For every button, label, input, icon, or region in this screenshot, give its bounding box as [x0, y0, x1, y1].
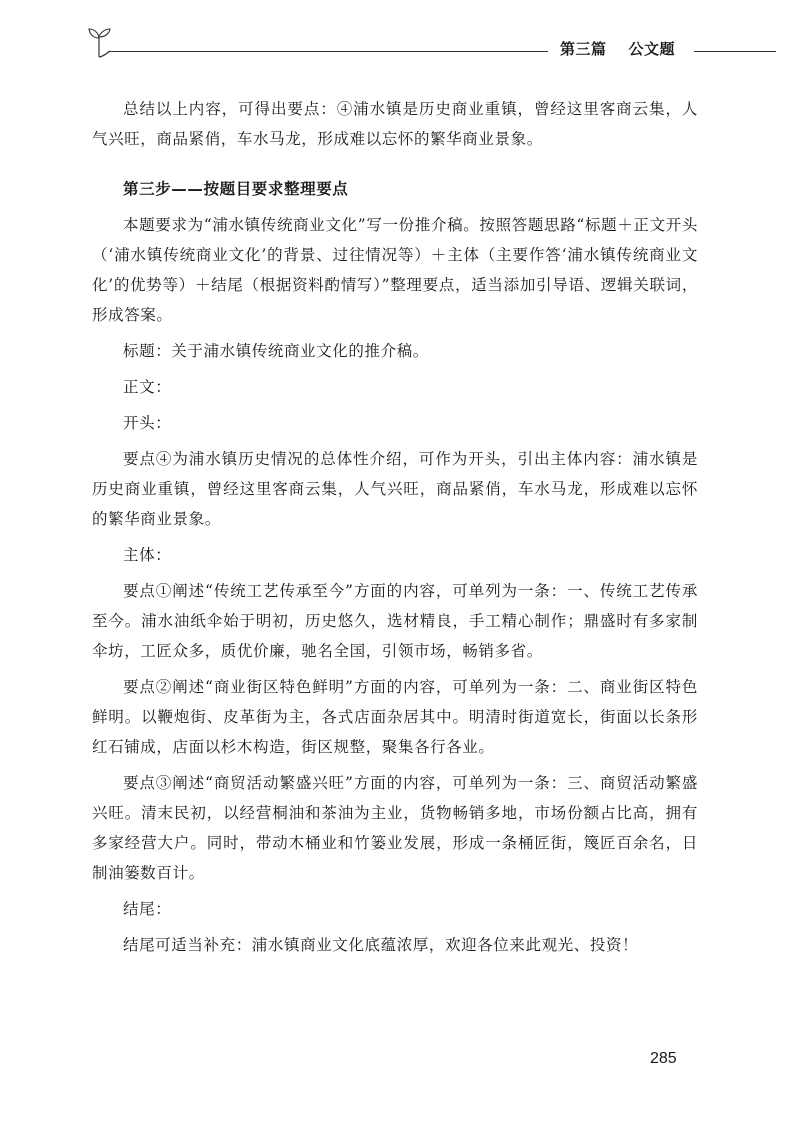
point-1-paragraph: 要点①阐述“传统工艺传承至今”方面的内容，可单列为一条：一、传统工艺传承至今。浦水油纸伞始于明初，历史悠久，选材精良，手工精心制作；鼎盛时有多家制伞坊，工匠众多，质优价廉，驰名全国，引领市场，畅销多省。 — [92, 582, 698, 660]
opening-paragraph: 要点④为浦水镇历史情况的总体性介绍，可作为开头，引出主体内容：浦水镇是历史商业重镇，曾经这里客商云集，人气兴旺，商品紧俏，车水马龙，形成难以忘怀的繁华商业景象。 — [92, 450, 698, 528]
header-title — [560, 38, 675, 59]
header-part: 第三篇 — [560, 40, 607, 58]
sprout-icon — [86, 24, 112, 58]
summary-paragraph: 总结以上内容，可得出要点：④浦水镇是历史商业重镇，曾经这里客商云集，人气兴旺，商品紧俏，车水马龙，形成难以忘怀的繁华商业景象。 — [92, 100, 698, 148]
requirement-paragraph: 本题要求为“浦水镇传统商业文化”写一份推介稿。按照答题思路“标题＋正文开头（‘浦水镇传统商业文化’的背景、过往情况等）＋主体（主要作答‘浦水镇传统商业文化’的优势等）＋结尾（根据资料酌情写）”整理要点，适当添加引导语、逻辑关联词，形成答案。 — [92, 216, 698, 324]
header-rule-left — [108, 51, 548, 52]
opening-label: 开头： — [123, 414, 172, 432]
page-number: 285 — [650, 1050, 677, 1067]
point-3-paragraph: 要点③阐述“商贸活动繁盛兴旺”方面的内容，可单列为一条：三、商贸活动繁盛兴旺。清末民初，以经营桐油和茶油为主业，货物畅销多地，市场份额占比高，拥有多家经营大户。同时，带动木桶业和竹篓业发展，形成一条桶匠街，篾匠百余名，日制油篓数百计。 — [92, 774, 698, 882]
ending-label: 结尾： — [123, 900, 172, 918]
main-label: 主体： — [123, 546, 172, 564]
header-section: 公文题 — [628, 40, 676, 58]
ending-paragraph: 结尾可适当补充：浦水镇商业文化底蕴浓厚，欢迎各位来此观光、投资！ — [123, 936, 639, 954]
title-line: 标题：关于浦水镇传统商业文化的推介稿。 — [123, 342, 429, 360]
running-header — [0, 0, 800, 70]
point-2-paragraph: 要点②阐述“商业街区特色鲜明”方面的内容，可单列为一条：二、商业街区特色鲜明。以鞭炮街、皮革街为主，各式店面杂居其中。明清时街道宽长，街面以长条形红石铺成，店面以杉木构造，街区规整，聚集各行各业。 — [92, 678, 698, 756]
page-body — [92, 94, 698, 960]
header-rule-right — [694, 51, 776, 52]
step-heading: 第三步——按题目要求整理要点 — [123, 180, 349, 198]
body-label: 正文： — [123, 378, 172, 396]
